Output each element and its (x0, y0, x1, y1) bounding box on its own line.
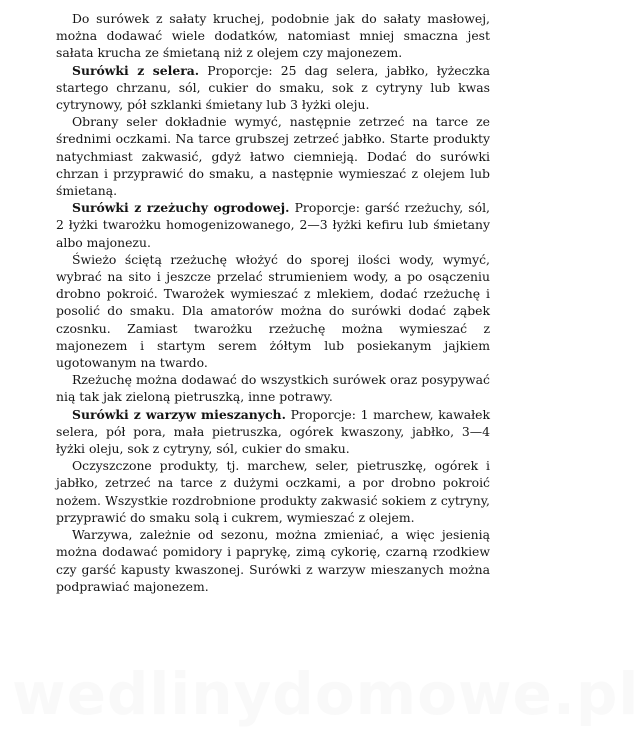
paragraph (56, 199, 490, 251)
paragraph-text: Obrany seler dokładnie wymyć, następnie zetrzeć na tarce ze średnimi oczkami. Na tarce grubszej zetrzeć jabłko. Starte produkty natychmiast zakwasić, gdyż łatwo ciemnieją. Dodać do surówki chrzan i przyprawić do smaku, a następnie wymieszać z olejem lub śmietaną. (56, 114, 490, 199)
paragraph-text: Proporcje: garść rzeżuchy, sól, 2 łyżki twarożku homogenizowanego, 2—3 łyżki kefiru lub śmietany albo majonezu. (56, 200, 490, 250)
paragraph-text: Świeżo ściętą rzeżuchę włożyć do sporej ilości wody, wymyć, wybrać na sito i jeszcze przelać strumieniem wody, a po osączeniu drobno pokroić. Twarożek wymieszać z mlekiem, dodać rzeżuchę i posolić do smaku. Dla amatorów można do surówki dodać ząbek czosnku. Zamiast twarożku rzeżuchę można wymieszać z majonezem i startym serem żółtym lub posiekanym jajkiem ugotowanym na twardo. (56, 251, 490, 371)
paragraph-text: Do surówek z sałaty kruchej, podobnie jak do sałaty masłowej, można dodawać wiele dodatków, natomiast mniej smaczna jest sałata krucha ze śmietaną niż z olejem czy majonezem. (56, 11, 490, 61)
paragraph (56, 251, 490, 371)
paragraph-text: Rzeżuchę można dodawać do wszystkich surówek oraz posypywać nią tak jak zieloną pietruszką, inne potrawy. (56, 372, 490, 405)
paragraph (56, 113, 490, 199)
watermark: wedlinydomowe.pl (12, 660, 639, 728)
section-heading: Surówki z warzyw mieszanych. (72, 406, 286, 422)
section-heading: Surówki z selera. (72, 62, 200, 78)
paragraph (56, 526, 490, 595)
document-body (56, 10, 490, 595)
paragraph-text: Oczyszczone produkty, tj. marchew, seler, pietruszkę, ogórek i jabłko, zetrzeć na tarce z dużymi oczkami, a por drobno pokroić nożem. Wszystkie rozdrobnione produkty zakwasić sokiem z cytryny, przyprawić do smaku solą i cukrem, wymieszać z olejem. (56, 458, 490, 525)
paragraph (56, 406, 490, 458)
paragraph (56, 10, 490, 62)
paragraph (56, 371, 490, 405)
paragraph-text: Warzywa, zależnie od sezonu, można zmieniać, a więc jesienią można dodawać pomidory i paprykę, zimą cykorię, czarną rzodkiew czy garść kapusty kwaszonej. Surówki z warzyw mieszanych można podprawiać majonezem. (56, 527, 490, 594)
paragraph-text: Proporcje: 25 dag selera, jabłko, łyżeczka startego chrzanu, sól, cukier do smaku, sok z cytryny lub kwas cytrynowy, pół szklanki śmietany lub 3 łyżki oleju. (56, 62, 490, 113)
section-heading: Surówki z rzeżuchy ogrodowej. (72, 200, 290, 216)
paragraph-text: Proporcje: 1 marchew, kawałek selera, pół pora, mała pietruszka, ogórek kwaszony, jabłko, 3—4 łyżki oleju, sok z cytryny, sól, cukier do smaku. (56, 406, 490, 457)
paragraph (56, 457, 490, 526)
paragraph (56, 62, 490, 114)
